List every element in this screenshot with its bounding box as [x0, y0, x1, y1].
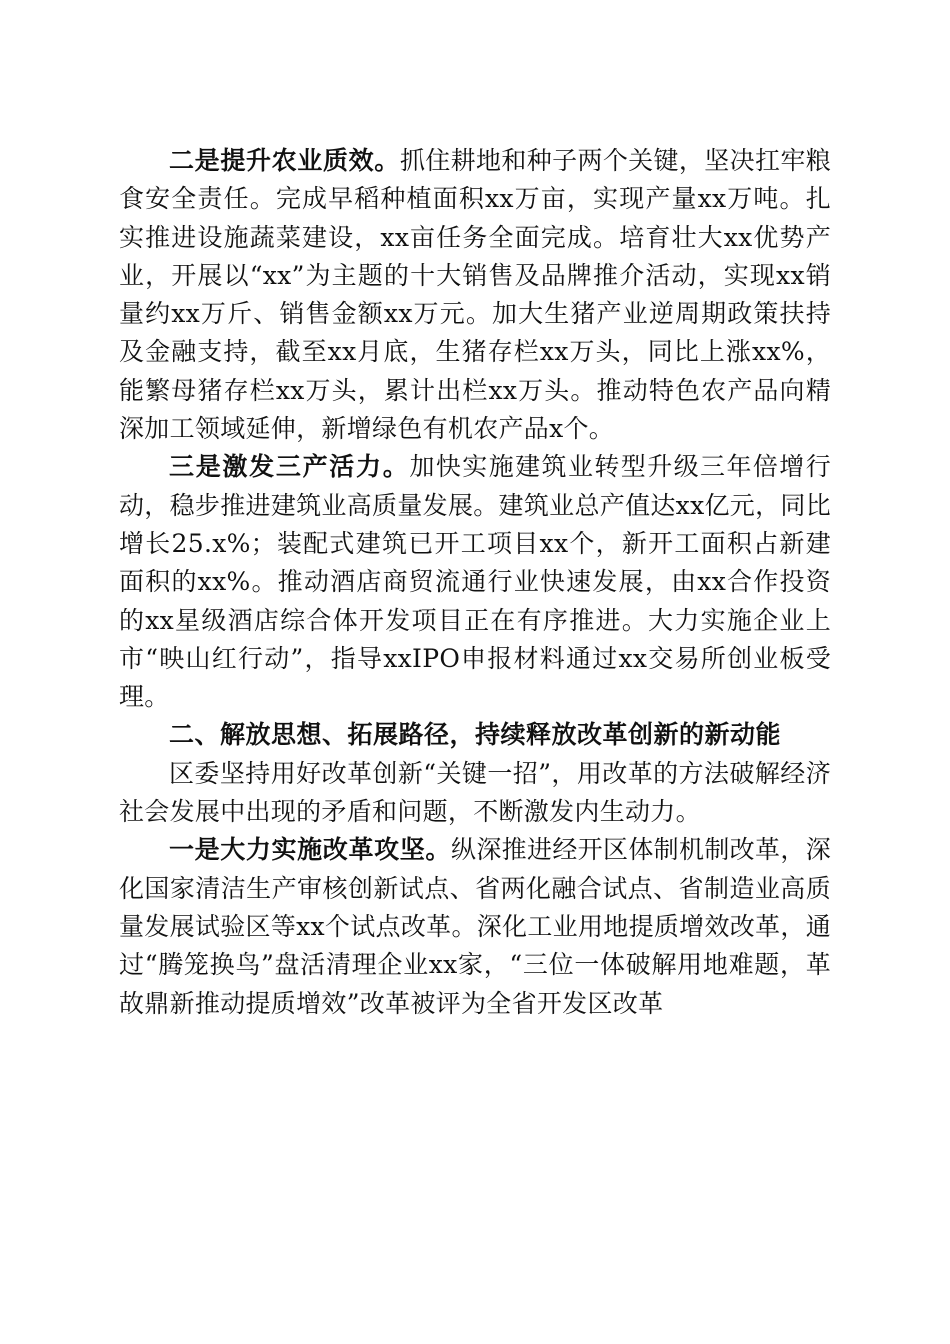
paragraph-tertiary [119, 448, 831, 716]
paragraph-reform [119, 831, 831, 1022]
document-page [119, 142, 831, 1023]
section-heading: 二、解放思想、拓展路径，持续释放改革创新的新动能 [169, 720, 782, 750]
paragraph-body: 纵深推进经开区体制机制改革，深化国家清洁生产审核创新试点、省两化融合试点、省制造业高质量发展试验区等xx个试点改革。深化工业用地提质增效改革，通过“腾笼换鸟”盘活清理企业xx家，“三位一体破解用地难题，革故鼎新推动提质增效”改革被评为全省开发区改革 [119, 835, 831, 1018]
paragraph-lead: 三是激发三产活力。 [169, 452, 410, 482]
paragraph-lead: 二是提升农业质效。 [169, 146, 400, 175]
paragraph-body: 加快实施建筑业转型升级三年倍增行动，稳步推进建筑业高质量发展。建筑业总产值达xx亿元，同比增长25.x%；装配式建筑已开工项目xx个，新开工面积占新建面积的xx%。推动酒店商贸流通行业快速发展，由xx合作投资的xx星级酒店综合体开发项目正在有序推进。大力实施企业上市“映山红行动”，指导xxIPO申报材料通过xx交易所创业板受理。 [119, 452, 831, 712]
paragraph-agriculture [119, 142, 831, 448]
section-intro: 区委坚持用好改革创新“关键一招”，用改革的方法破解经济社会发展中出现的矛盾和问题，不断激发内生动力。 [119, 758, 831, 827]
paragraph-lead: 一是大力实施改革攻坚。 [169, 835, 451, 865]
paragraph-body: 抓住耕地和种子两个关键，坚决扛牢粮食安全责任。完成早稻种植面积xx万亩，实现产量xx万吨。扎实推进设施蔬菜建设，xx亩任务全面完成。培育壮大xx优势产业，开展以“xx”为主题的十大销售及品牌推介活动，实现xx销量约xx万斤、销售金额xx万元。加大生猪产业逆周期政策扶持及金融支持，截至xx月底，生猪存栏xx万头，同比上涨xx%，能繁母猪存栏xx万头，累计出栏xx万头。推动特色农产品向精深加工领域延伸，新增绿色有机农产品x个。 [119, 146, 831, 444]
